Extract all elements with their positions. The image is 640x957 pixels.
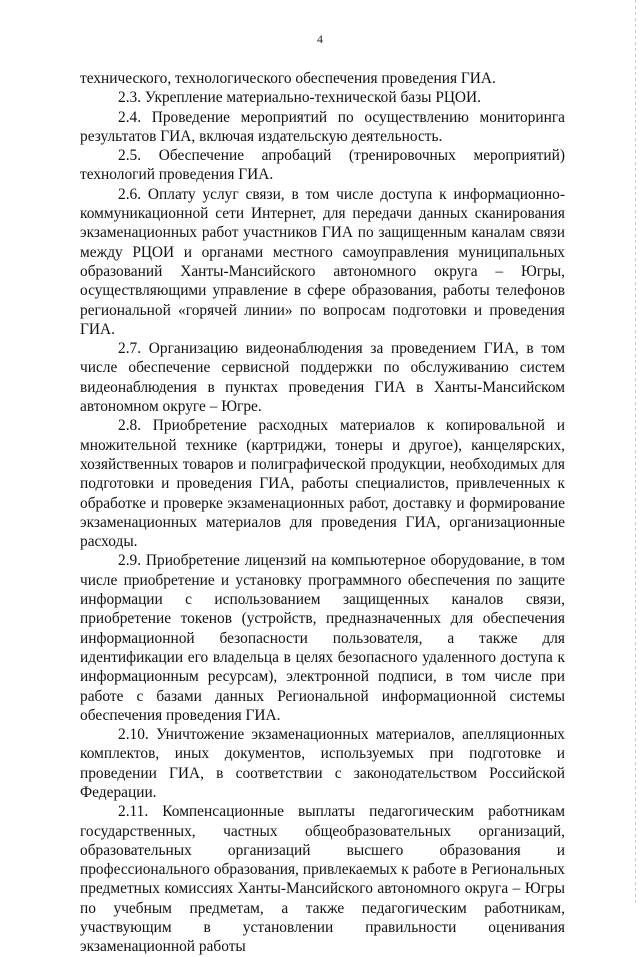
page-number: 4: [317, 32, 323, 46]
paragraph-2-7: 2.7. Организацию видеонаблюдения за проведением ГИА, в том числе обеспечение сервисной поддержки по обслуживанию систем видеонаблюдения в пунктах проведения ГИА в Ханты-Мансийском автономном округе – Югре.: [80, 340, 565, 416]
paragraph-2-5: 2.5. Обеспечение апробаций (тренировочных мероприятий) технологий проведения ГИА.: [80, 147, 565, 184]
paragraph-2-6: 2.6. Оплату услуг связи, в том числе доступа к информационно-коммуникационной сети Интернет, для передачи данных сканирования экзаменационных работ участников ГИА по защищенным каналам связи между РЦОИ и органами местного самоуправления муниципальных образований Ханты-Мансийского автономного округа – Югры, осуществляющими управление в сфере образования, работы телефонов региональной «горячей линии» по вопросам подготовки и проведения ГИА.: [80, 185, 565, 338]
paragraph-2-10: 2.10. Уничтожение экзаменационных материалов, апелляционных комплектов, иных документов, используемых при подготовке и проведении ГИА, в соответствии с законодательством Российской Федерации.: [80, 726, 565, 801]
paragraph-2-3: 2.3. Укрепление материально-технической базы РЦОИ.: [118, 89, 481, 107]
paragraph-2-11: 2.11. Компенсационные выплаты педагогическим работникам государственных, частных общеобразовательных организаций, образовательных организаций высшего образования и профессионального образования, привлекаемых к работе в Региональных предметных комиссиях Ханты-Мансийского автономного округа – Югры по учебным предметам, а также педагогическим работникам, участвующим в установлении правильности оценивания экзаменационной работы: [80, 803, 565, 956]
document-body: [80, 69, 565, 957]
paragraph-continuation: технического, технологического обеспечения проведения ГИА.: [80, 70, 496, 87]
paragraph-2-4: 2.4. Проведение мероприятий по осуществлению мониторинга результатов ГИА, включая издательскую деятельность.: [80, 108, 565, 145]
paragraph-2-9: 2.9. Приобретение лицензий на компьютерное оборудование, в том числе приобретение и установку программного обеспечения по защите информации с использованием защищенных каналов связи, приобретение токенов (устройств, предназначенных для обеспечения информационной безопасности пользователя, а также для идентификации его владельца в целях безопасного удаленного доступа к информационным ресурсам), электронной подписи, в том числе при работе с базами данных Региональной информационной системы обеспечения проведения ГИА.: [80, 552, 565, 724]
paragraph-2-8: 2.8. Приобретение расходных материалов к копировальной и множительной технике (картриджи, тонеры и другое), канцелярских, хозяйственных товаров и полиграфической продукции, необходимых для подготовки и проведения ГИА, работы специалистов, привлеченных к обработке и проверке экзаменационных работ, доставку и формирование экзаменационных материалов для проведения ГИА, организационные расходы.: [80, 417, 565, 551]
scan-edge-line: [635, 0, 636, 905]
